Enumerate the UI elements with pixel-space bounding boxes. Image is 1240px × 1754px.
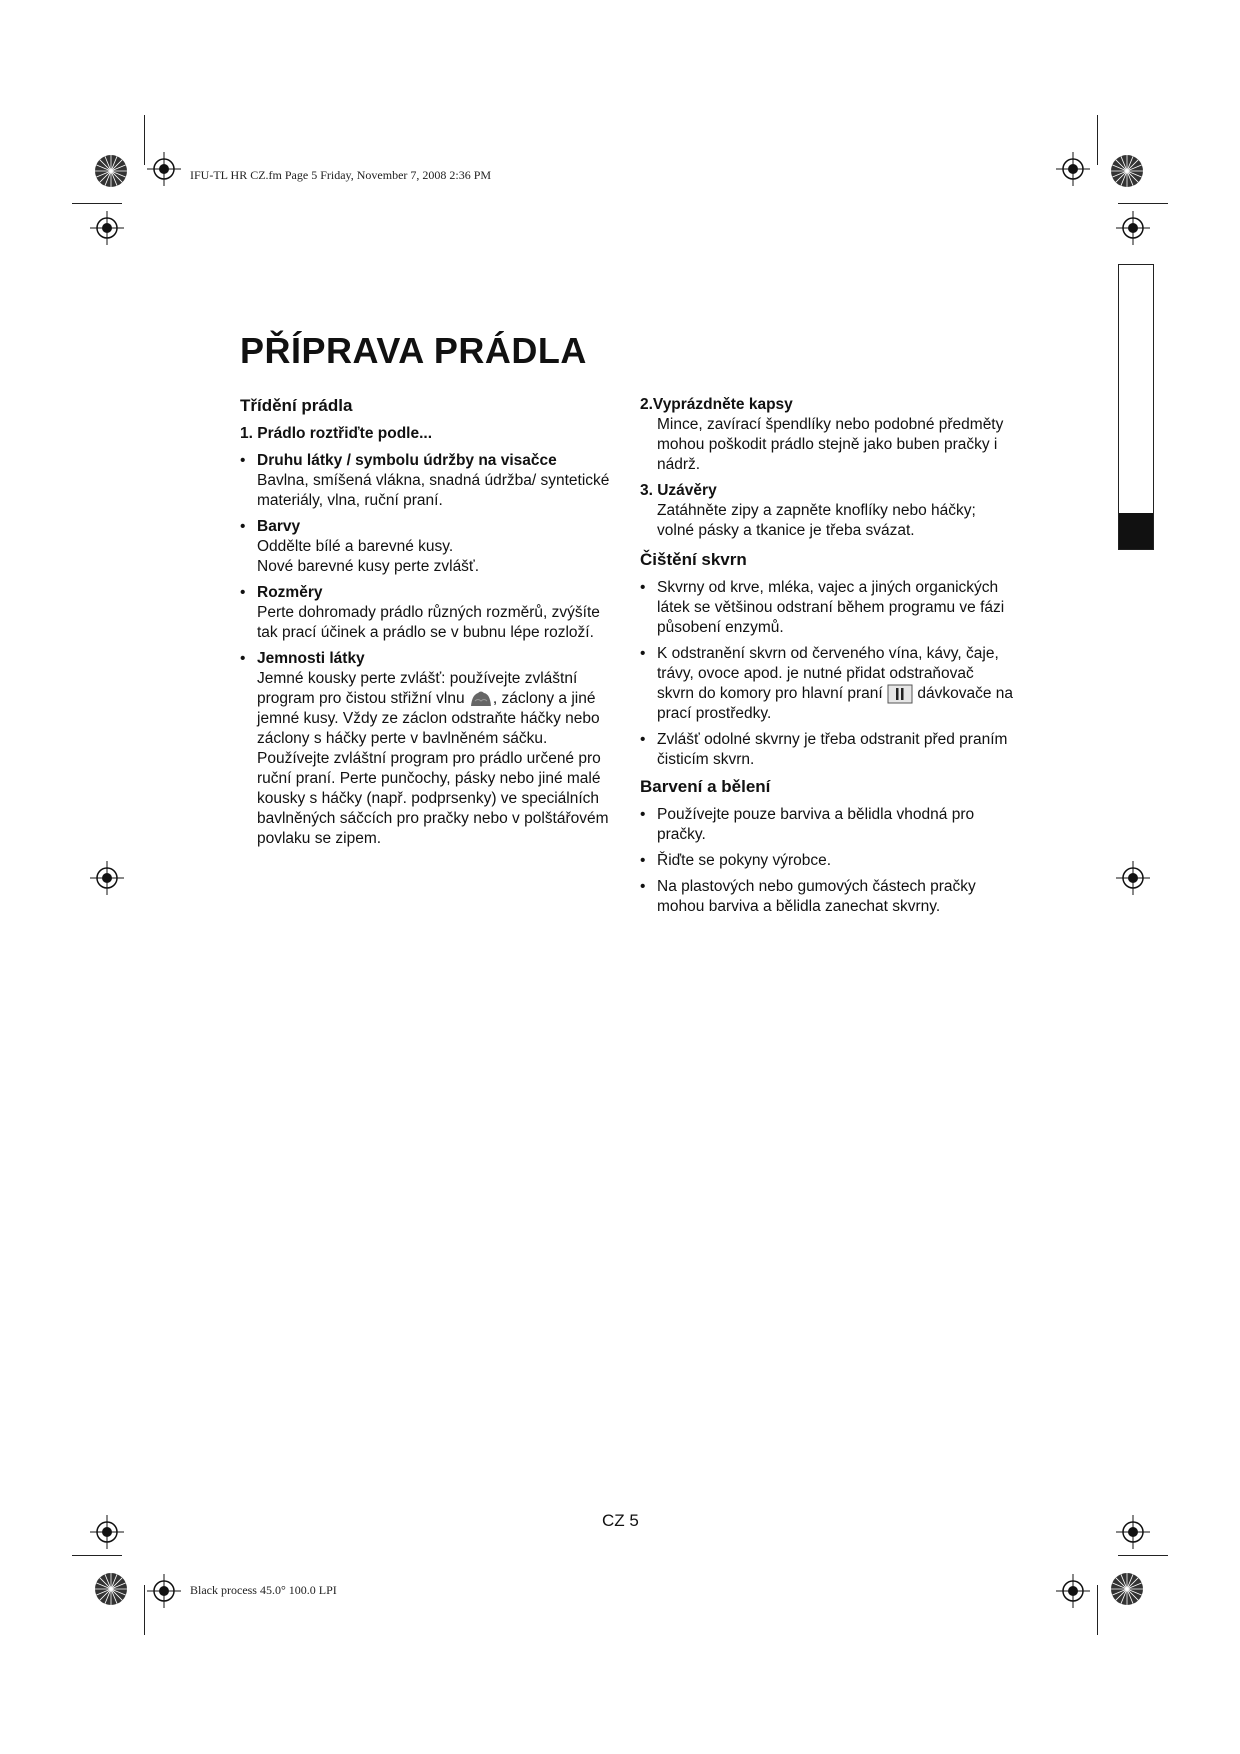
starburst-mark-icon: [1110, 154, 1144, 188]
list-item-title: • Barvy: [257, 518, 301, 535]
list-item: [240, 517, 610, 577]
page-number: CZ 5: [602, 1511, 639, 1530]
page-title: PŘÍPRAVA PRÁDLA: [240, 330, 587, 371]
text-segment: Jemné kousky perte zvlášť: používejte zvláštní program pro čistou střižní vlnu: [257, 670, 578, 708]
crop-mark: [144, 115, 145, 165]
list-item-title: • Jemnosti látky: [257, 650, 365, 667]
list-item: • Zvlášť odolné skvrny je třeba odstranit před praním čisticím skvrn.: [640, 730, 1015, 770]
stains-list: [640, 578, 1015, 770]
crop-mark: [1118, 1555, 1168, 1556]
registration-mark-icon: [147, 152, 181, 186]
list-item-title: • Rozměry: [257, 584, 323, 601]
text-segment: , záclony a jiné jemné kusy. Vždy ze záclon odstraňte háčky nebo záclony s háčky perte v bavlněném sáčku. Používejte zvláštní program pro prádlo určené pro ruční praní. Perte punčochy, pásky nebo jiné malé kousky s háčky (např. podprsenky) ve speciálních bavlněných sáčcích pro pračky nebo v polštářovém povlaku se zipem.: [257, 690, 609, 848]
dye-list: [640, 805, 1015, 917]
sorting-list: [240, 451, 610, 849]
step-2-text: Mince, zavírací špendlíky nebo podobné předměty mohou poškodit prádlo stejně jako buben pračky i nádrž.: [657, 416, 1004, 473]
print-footer-slug: Black process 45.0° 100.0 LPI: [190, 1583, 337, 1597]
list-item-text: Bavlna, smíšená vlákna, snadná údržba/ syntetické materiály, vlna, ruční praní.: [257, 472, 610, 509]
list-item: • Používejte pouze barviva a bělidla vhodná pro pračky.: [640, 805, 1015, 845]
registration-mark-icon: [1056, 1574, 1090, 1608]
step-1-title: 1. Prádlo roztřiďte podle...: [240, 425, 433, 442]
left-column: [240, 395, 610, 855]
list-item-text: Nové barevné kusy perte zvlášť.: [257, 558, 480, 575]
registration-mark-icon: [1116, 1515, 1150, 1549]
list-item: [640, 644, 1015, 724]
list-item-text: Perte dohromady prádlo různých rozměrů, zvýšíte tak prací účinek a prádlo se v bubnu lépe rozloží.: [257, 604, 600, 641]
registration-mark-icon: [1116, 211, 1150, 245]
list-item: • Řiďte se pokyny výrobce.: [640, 851, 1015, 871]
list-item: [240, 649, 610, 849]
registration-mark-icon: [1116, 861, 1150, 895]
wool-symbol-icon: [469, 689, 493, 709]
step-2-title: 2.Vyprázdněte kapsy: [640, 396, 793, 413]
crop-mark: [72, 1555, 122, 1556]
list-item: • Skvrny od krve, mléka, vajec a jiných organických látek se většinou odstraní během programu ve fázi působení enzymů.: [640, 578, 1015, 638]
crop-mark: [72, 203, 122, 204]
text-segment: dávkovače na prací prostředky.: [657, 685, 1013, 723]
list-item: • Na plastových nebo gumových částech pračky mohou barviva a bělidla zanechat skvrny.: [640, 877, 1015, 917]
section-heading-sorting: Třídění prádla: [240, 396, 353, 415]
crop-mark: [144, 1585, 145, 1635]
crop-mark: [1097, 115, 1098, 165]
registration-mark-icon: [90, 1515, 124, 1549]
right-column: [640, 395, 1015, 923]
registration-mark-icon: [90, 861, 124, 895]
list-item-text: Oddělte bílé a barevné kusy.: [257, 538, 454, 555]
starburst-mark-icon: [94, 1572, 128, 1606]
main-wash-compartment-icon: [887, 684, 913, 704]
side-thumb-tab-fill: [1119, 513, 1153, 549]
starburst-mark-icon: [1110, 1572, 1144, 1606]
crop-mark: [1118, 203, 1168, 204]
side-thumb-tab: [1118, 264, 1154, 550]
section-heading-dyeing: Barvení a bělení: [640, 777, 771, 797]
step-3-title: 3. Uzávěry: [640, 482, 717, 499]
registration-mark-icon: [90, 211, 124, 245]
starburst-mark-icon: [94, 154, 128, 188]
step-3-text: Zatáhněte zipy a zapněte knoflíky nebo háčky; volné pásky a tkanice je třeba svázat.: [657, 502, 976, 539]
text-segment: K odstranění skvrn od červeného vína, kávy, čaje, trávy, ovoce apod. je nutné přidat odstraňovač skvrn do komory pro hlavní praní: [657, 645, 999, 703]
list-item-title: • Druhu látky / symbolu údržby na visačce: [257, 452, 557, 469]
registration-mark-icon: [1056, 152, 1090, 186]
registration-mark-icon: [147, 1574, 181, 1608]
list-item-text: [257, 669, 610, 849]
list-item: [240, 583, 610, 643]
crop-mark: [1097, 1585, 1098, 1635]
list-item: [240, 451, 610, 511]
section-heading-stains: Čištění skvrn: [640, 550, 747, 569]
print-header-slug: IFU-TL HR CZ.fm Page 5 Friday, November 7, 2008 2:36 PM: [190, 168, 492, 182]
